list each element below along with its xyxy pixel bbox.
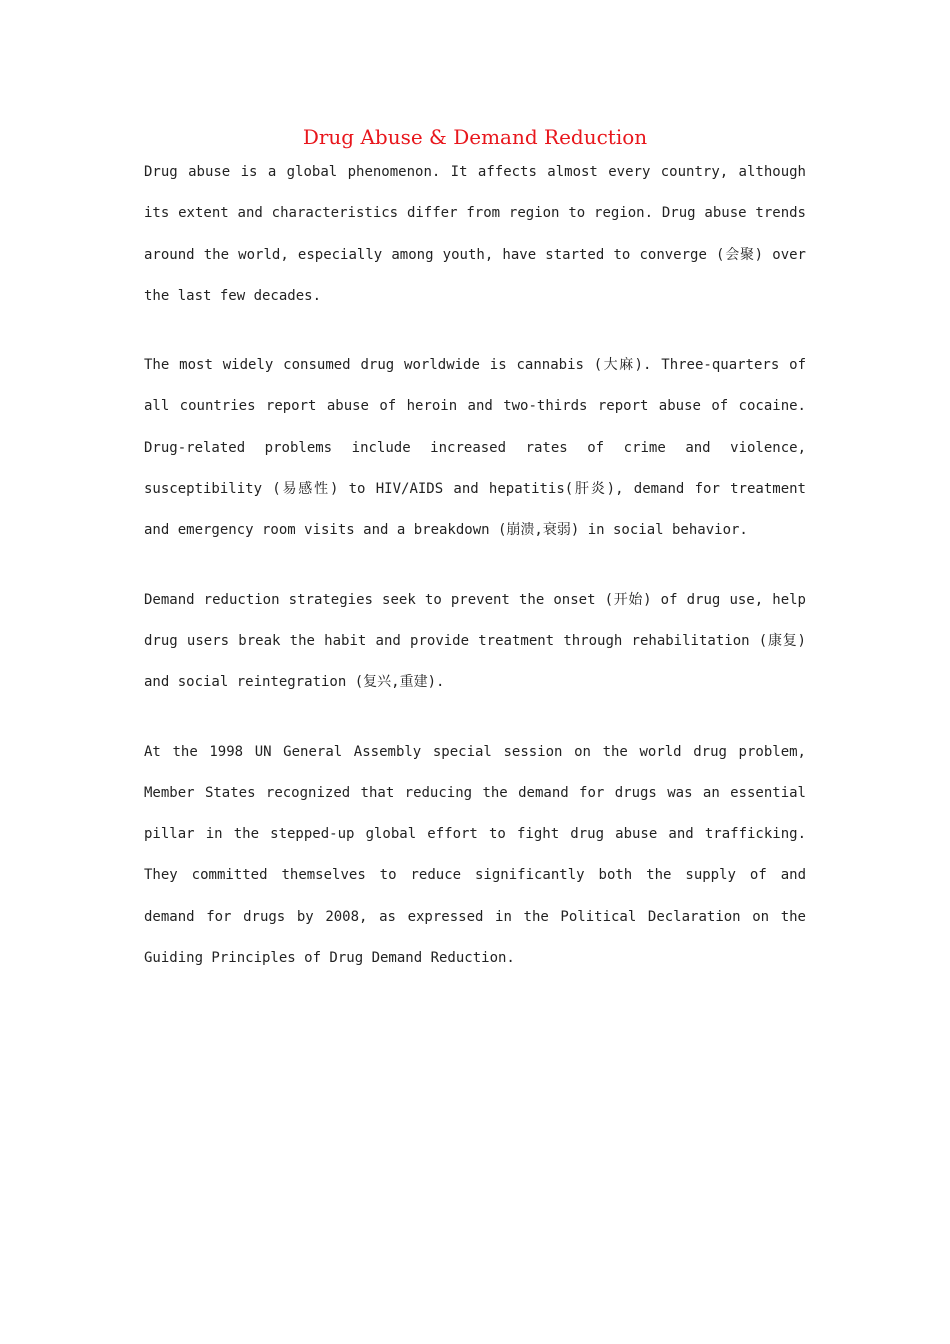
paragraph-4: At the 1998 UN General Assembly special session on the world drug problem, Member States recognized that reducing the demand for drugs was an essential pillar in the stepped-up global effort to fight drug abuse and trafficking. They committed themselves to reduce significantly both the supply of and demand for drugs by 2008, as expressed in the Political Declaration on the Guiding Principles of Drug Demand Reduction. xyxy=(144,743,806,967)
paragraph-2: The most widely consumed drug worldwide is cannabis (大麻). Three-quarters of all countries report abuse of heroin and two-thirds report abuse of cocaine. Drug-related problems include increased rates of crime and violence, susceptibility (易感性) to HIV/AIDS and hepatitis(肝炎), demand for treatment and emergency room visits and a breakdown (崩溃,衰弱) in social behavior. xyxy=(144,357,806,539)
paragraph-1: Drug abuse is a global phenomenon. It affects almost every country, although its extent and characteristics differ from region to region. Drug abuse trends around the world, especially among youth, have started to converge (会聚) over the last few decades. xyxy=(144,164,806,304)
paragraph-3: Demand reduction strategies seek to prevent the onset (开始) of drug use, help drug users break the habit and provide treatment through rehabilitation (康复) and social reintegration (复兴,重建). xyxy=(144,591,806,691)
document-body xyxy=(144,152,806,1007)
document-title: Drug Abuse & Demand Reduction xyxy=(302,125,648,149)
